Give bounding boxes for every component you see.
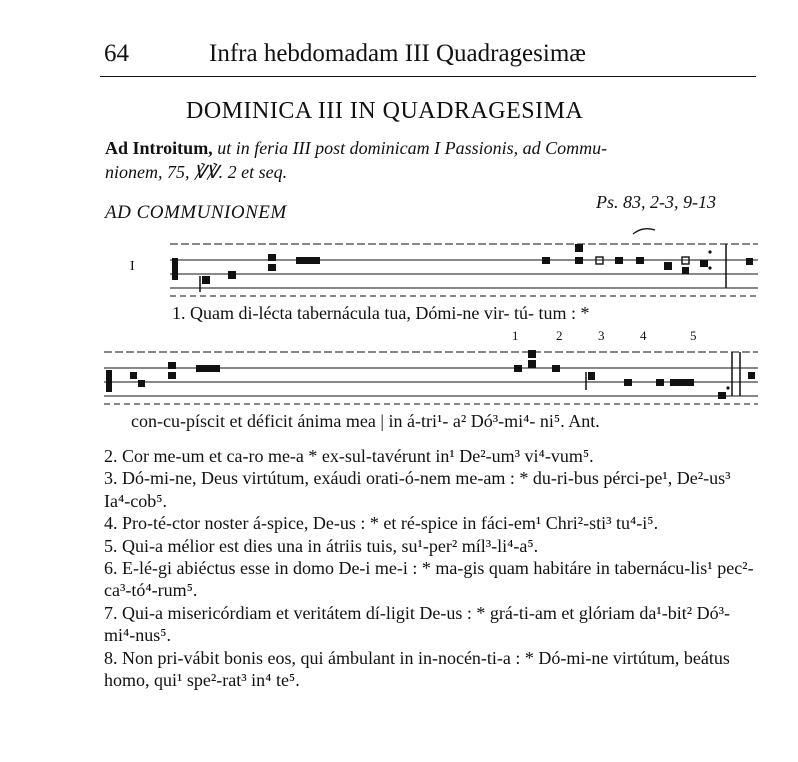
page-title: DOMINICA III IN QUADRAGESIMA xyxy=(186,98,584,124)
running-title: Infra hebdomadam III Quadragesimæ xyxy=(209,40,586,67)
introit-label: Ad Introitum, xyxy=(105,138,213,158)
mode-indicator: I xyxy=(130,259,135,274)
psalm-reference: Ps. 83, 2-3, 9-13 xyxy=(596,192,716,212)
verse-3: 3. Dó-mi-ne, Deus virtútum, exáudi orati-ó-nem me-am : * du-ri-bus pérci-pe¹, De²-us³ Ia⁴-cob⁵. xyxy=(104,468,731,511)
cadence-number: 1 xyxy=(512,328,519,343)
verse-4: 4. Pro-té-ctor noster á-spice, De-us : * et ré-spice in fáci-em¹ Chri²-sti³ tu⁴-i⁵. xyxy=(104,513,659,534)
chant-staff-2 xyxy=(104,350,758,406)
psalm-verses xyxy=(104,445,758,691)
communion-heading: AD COMMUNIONEM xyxy=(105,202,287,223)
introit-text-1: ut in feria III post dominicam I Passionis, ad Commu- xyxy=(217,138,608,158)
lyrics-line-1: 1. Quam di-lécta tabernácula tua, Dómi-ne vir- tú- tum : * xyxy=(172,303,590,323)
introit-note xyxy=(105,136,757,184)
chant-staff-1 xyxy=(170,240,758,298)
header-rule xyxy=(100,76,756,77)
verse-7: 7. Qui-a misericórdiam et veritátem dí-ligit De-us : * grá-ti-am et glóriam da¹-bit² Dó³-mi⁴-nus⁵. xyxy=(104,602,731,646)
verse-5: 5. Qui-a mélior est dies una in átriis tuis, su¹-per² míl³-li⁴-a⁵. xyxy=(104,535,539,556)
cadence-number: 5 xyxy=(690,328,697,343)
verse-6: 6. E-lé-gi abiéctus esse in domo De-i me-i : * ma-gis quam habitáre in tabernácu-lis¹ pec²-ca³-tó⁴-rum⁵. xyxy=(104,558,754,601)
verse-8: 8. Non pri-vábit bonis eos, qui ámbulant in in-nocén-ti-a : * Dó-mi-ne virtútum, beátus homo, qui¹ spe²-rat³ in⁴ te⁵. xyxy=(104,647,730,691)
cadence-number: 3 xyxy=(598,328,605,343)
verse-2: 2. Cor me-um et ca-ro me-a * ex-sul-tavérunt in¹ De²-um³ vi⁴-vum⁵. xyxy=(104,446,594,466)
cadence-number: 4 xyxy=(640,328,647,343)
introit-text-2: nionem, 75, ℣℣. 2 et seq. xyxy=(105,162,288,182)
lyrics-line-2: con-cu-píscit et déficit ánima mea | in á-tri¹- a² Dó³-mi⁴- ni⁵. Ant. xyxy=(131,411,600,431)
cadence-number: 2 xyxy=(556,328,563,343)
do-clef xyxy=(106,370,112,392)
do-clef xyxy=(172,258,178,280)
page-number: 64 xyxy=(104,40,129,67)
